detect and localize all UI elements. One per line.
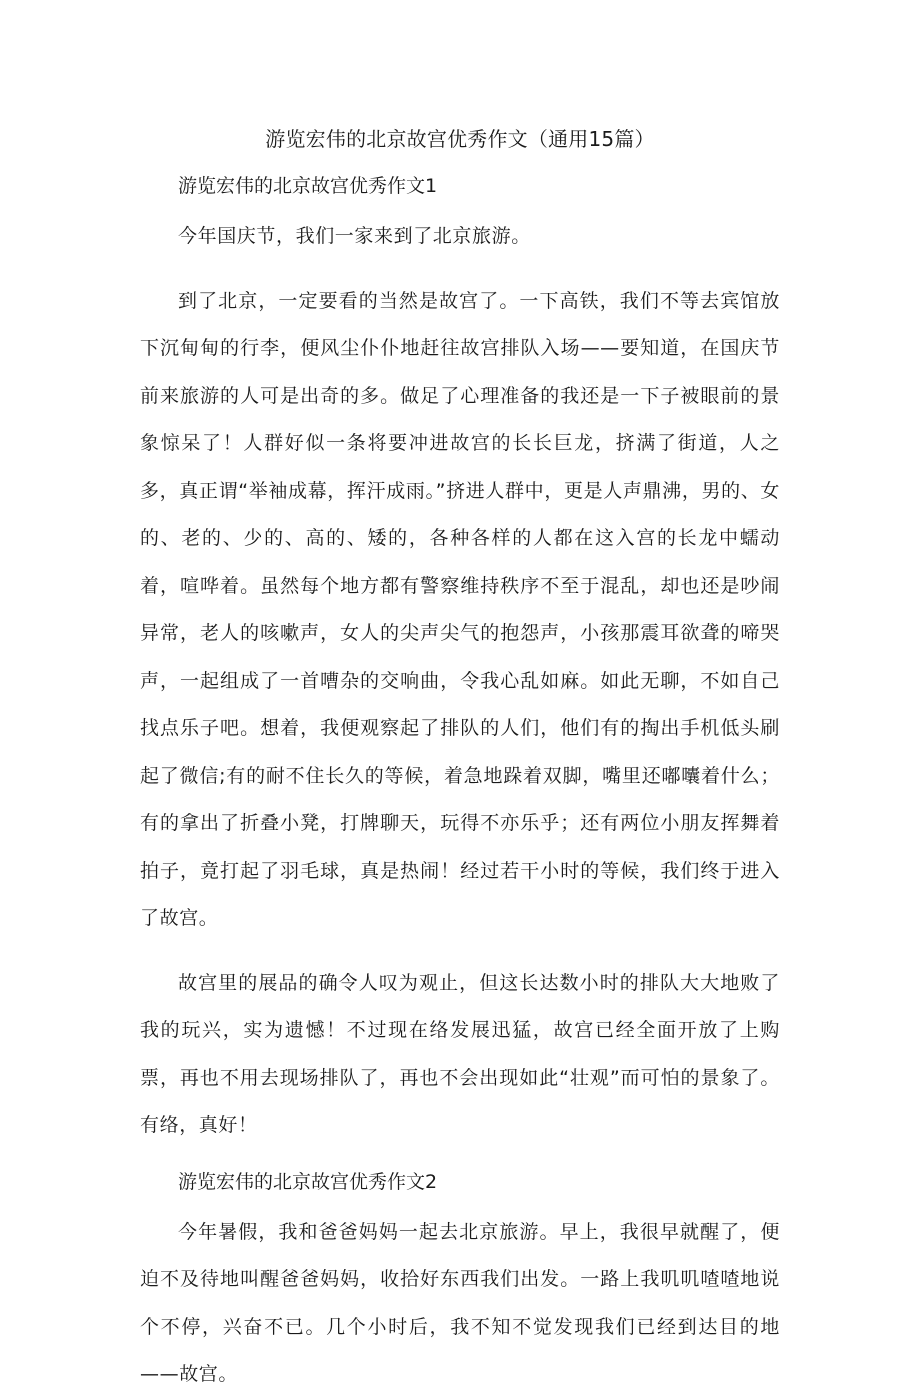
paragraph: 今年暑假，我和爸爸妈妈一起去北京旅游。早上，我很早就醒了，便迫不及待地叫醒爸爸妈妈，收拾好东西我们出发。一路上我叽叽喳喳地说个不停，兴奋不已。几个小时后，我不知不觉发现我们已经到达目的地——故宫。 [140, 1220, 780, 1385]
section-heading-1: 游览宏伟的北京故宫优秀作文1 [178, 175, 438, 197]
paragraph: 故宫里的展品的确令人叹为观止，但这长达数小时的排队大大地败了我的玩兴，实为遗憾！不过现在络发展迅猛，故宫已经全面开放了上购票，再也不用去现场排队了，再也不会出现如此“壮观”而可怕的景象了。有络，真好！ [140, 971, 780, 1136]
document-title: 游览宏伟的北京故宫优秀作文（通用15篇） [265, 127, 655, 151]
paragraph: 到了北京，一定要看的当然是故宫了。一下高铁，我们不等去宾馆放下沉甸甸的行李，便风尘仆仆地赶往故宫排队入场——要知道，在国庆节前来旅游的人可是出奇的多。做足了心理准备的我还是一下子被眼前的景象惊呆了！人群好似一条将要冲进故宫的长长巨龙，挤满了街道，人之多，真正谓“举袖成幕，挥汗成雨。”挤进人群中，更是人声鼎沸，男的、女的、老的、少的、高的、矮的，各种各样的人都在这入宫的长龙中蠕动着，喧哗着。虽然每个地方都有警察维持秩序不至于混乱，却也还是吵闹异常，老人的咳嗽声，女人的尖声尖气的抱怨声，小孩那震耳欲聋的啼哭声，一起组成了一首嘈杂的交响曲，令我心乱如麻。如此无聊，不如自己找点乐子吧。想着，我便观察起了排队的人们，他们有的掏出手机低头刷起了微信;有的耐不住长久的等候，着急地跺着双脚，嘴里还嘟囔着什么；有的拿出了折叠小凳，打牌聊天，玩得不亦乐乎；还有两位小朋友挥舞着拍子，竟打起了羽毛球，真是热闹！经过若干小时的等候，我们终于进入了故宫。 [140, 289, 780, 929]
paragraph: 今年国庆节，我们一家来到了北京旅游。 [178, 225, 531, 247]
section-heading-2: 游览宏伟的北京故宫优秀作文2 [178, 1170, 438, 1193]
